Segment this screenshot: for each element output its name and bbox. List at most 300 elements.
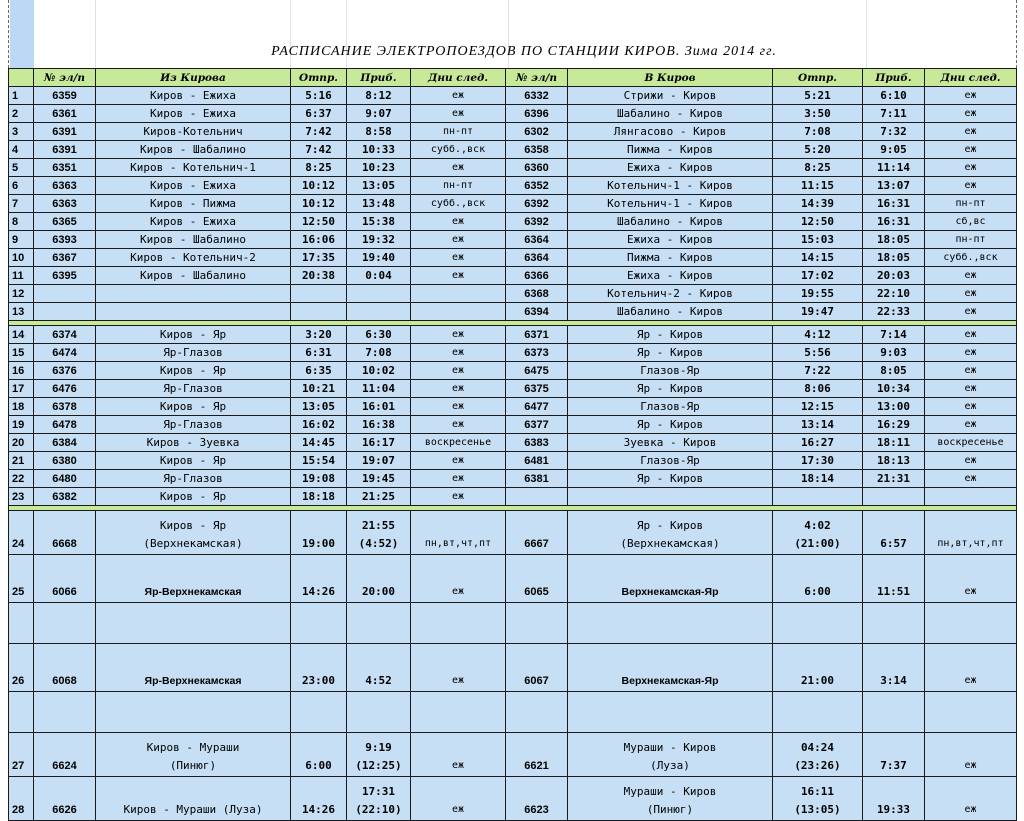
- arrival-time[interactable]: [347, 777, 411, 821]
- route-from-kirov[interactable]: [96, 123, 291, 141]
- route-from-kirov[interactable]: [96, 141, 291, 159]
- train-number[interactable]: [34, 398, 96, 416]
- arrival-time[interactable]: [347, 87, 411, 105]
- departure-time[interactable]: [291, 303, 347, 321]
- row-number[interactable]: [9, 452, 34, 470]
- row-number[interactable]: [9, 344, 34, 362]
- route-to-kirov[interactable]: [568, 733, 773, 777]
- arrival-time[interactable]: [347, 555, 411, 603]
- days[interactable]: [411, 303, 506, 321]
- days-2[interactable]: [925, 777, 1017, 821]
- row-number[interactable]: [9, 416, 34, 434]
- days-2[interactable]: [925, 692, 1017, 733]
- train-number-2[interactable]: [506, 398, 568, 416]
- train-number[interactable]: [34, 644, 96, 692]
- train-number[interactable]: [34, 470, 96, 488]
- days[interactable]: [411, 470, 506, 488]
- days[interactable]: [411, 733, 506, 777]
- arrival-time[interactable]: [347, 123, 411, 141]
- row-number[interactable]: [9, 644, 34, 692]
- arrival-time-2[interactable]: [863, 177, 925, 195]
- arrival-time[interactable]: [347, 344, 411, 362]
- route-to-kirov[interactable]: [568, 249, 773, 267]
- arrival-time[interactable]: [347, 141, 411, 159]
- row-number[interactable]: [9, 267, 34, 285]
- arrival-time-2[interactable]: [863, 398, 925, 416]
- days-2[interactable]: [925, 105, 1017, 123]
- route-to-kirov[interactable]: [568, 326, 773, 344]
- arrival-time[interactable]: [347, 303, 411, 321]
- departure-time[interactable]: [291, 380, 347, 398]
- route-to-kirov[interactable]: [568, 692, 773, 733]
- days[interactable]: [411, 195, 506, 213]
- train-number[interactable]: [34, 380, 96, 398]
- departure-time-2[interactable]: [773, 105, 863, 123]
- train-number[interactable]: [34, 249, 96, 267]
- train-number[interactable]: [34, 195, 96, 213]
- days-header[interactable]: Дни след.: [411, 69, 506, 87]
- arrival-time[interactable]: [347, 362, 411, 380]
- train-number-2[interactable]: [506, 285, 568, 303]
- departure-time[interactable]: [291, 267, 347, 285]
- days-2[interactable]: [925, 416, 1017, 434]
- arrive-header-2[interactable]: Приб.: [863, 69, 925, 87]
- route-to-kirov[interactable]: [568, 195, 773, 213]
- departure-time[interactable]: [291, 452, 347, 470]
- days[interactable]: [411, 488, 506, 506]
- departure-time[interactable]: [291, 398, 347, 416]
- arrival-time-2[interactable]: [863, 344, 925, 362]
- train-number-2[interactable]: [506, 231, 568, 249]
- arrival-time[interactable]: [347, 326, 411, 344]
- days-header-2[interactable]: Дни след.: [925, 69, 1017, 87]
- departure-time-2[interactable]: [773, 470, 863, 488]
- days[interactable]: [411, 603, 506, 644]
- departure-time-2[interactable]: [773, 603, 863, 644]
- route-from-kirov[interactable]: [96, 452, 291, 470]
- days[interactable]: [411, 692, 506, 733]
- train-number-2[interactable]: [506, 555, 568, 603]
- train-number[interactable]: [34, 416, 96, 434]
- row-number[interactable]: [9, 777, 34, 821]
- row-number[interactable]: [9, 555, 34, 603]
- route-from-kirov[interactable]: [96, 326, 291, 344]
- arrival-time-2[interactable]: [863, 87, 925, 105]
- route-to-kirov[interactable]: [568, 285, 773, 303]
- days-2[interactable]: [925, 141, 1017, 159]
- departure-time[interactable]: [291, 87, 347, 105]
- departure-time[interactable]: [291, 603, 347, 644]
- arrive-header[interactable]: Приб.: [347, 69, 411, 87]
- route-to-kirov[interactable]: [568, 434, 773, 452]
- row-number[interactable]: [9, 141, 34, 159]
- route-from-kirov[interactable]: [96, 195, 291, 213]
- route-to-kirov[interactable]: [568, 344, 773, 362]
- departure-time-2[interactable]: [773, 488, 863, 506]
- train-number[interactable]: [34, 511, 96, 555]
- depart-header-2[interactable]: Отпр.: [773, 69, 863, 87]
- train-number-2[interactable]: [506, 416, 568, 434]
- arrival-time-2[interactable]: [863, 488, 925, 506]
- row-number[interactable]: [9, 434, 34, 452]
- arrival-time[interactable]: [347, 692, 411, 733]
- arrival-time[interactable]: [347, 195, 411, 213]
- days-2[interactable]: [925, 285, 1017, 303]
- route-to-kirov[interactable]: [568, 87, 773, 105]
- arrival-time-2[interactable]: [863, 303, 925, 321]
- train-number-2[interactable]: [506, 213, 568, 231]
- days[interactable]: [411, 511, 506, 555]
- route-to-kirov[interactable]: [568, 398, 773, 416]
- train-number-2[interactable]: [506, 326, 568, 344]
- arrival-time-2[interactable]: [863, 511, 925, 555]
- departure-time[interactable]: [291, 123, 347, 141]
- arrival-time-2[interactable]: [863, 123, 925, 141]
- departure-time-2[interactable]: [773, 123, 863, 141]
- route-to-kirov[interactable]: [568, 644, 773, 692]
- train-number[interactable]: [34, 692, 96, 733]
- route-from-kirov[interactable]: [96, 470, 291, 488]
- days[interactable]: [411, 344, 506, 362]
- route-from-kirov[interactable]: [96, 603, 291, 644]
- route-to-kirov[interactable]: [568, 177, 773, 195]
- arrival-time-2[interactable]: [863, 267, 925, 285]
- days[interactable]: [411, 398, 506, 416]
- route-from-kirov[interactable]: [96, 398, 291, 416]
- departure-time[interactable]: [291, 416, 347, 434]
- arrival-time[interactable]: [347, 231, 411, 249]
- departure-time-2[interactable]: [773, 87, 863, 105]
- route-from-kirov[interactable]: [96, 555, 291, 603]
- row-number[interactable]: [9, 326, 34, 344]
- days[interactable]: [411, 213, 506, 231]
- train-number-2[interactable]: [506, 159, 568, 177]
- arrival-time-2[interactable]: [863, 692, 925, 733]
- train-number-2[interactable]: [506, 87, 568, 105]
- route-from-kirov[interactable]: [96, 416, 291, 434]
- route-to-kirov[interactable]: [568, 777, 773, 821]
- route-from-kirov[interactable]: [96, 434, 291, 452]
- departure-time-2[interactable]: [773, 380, 863, 398]
- route-from-kirov[interactable]: [96, 213, 291, 231]
- arrival-time[interactable]: [347, 470, 411, 488]
- train-number[interactable]: [34, 434, 96, 452]
- train-number[interactable]: [34, 452, 96, 470]
- departure-time-2[interactable]: [773, 285, 863, 303]
- departure-time-2[interactable]: [773, 692, 863, 733]
- days-2[interactable]: [925, 267, 1017, 285]
- days[interactable]: [411, 434, 506, 452]
- departure-time-2[interactable]: [773, 231, 863, 249]
- arrival-time-2[interactable]: [863, 434, 925, 452]
- departure-time-2[interactable]: [773, 267, 863, 285]
- train-number[interactable]: [34, 231, 96, 249]
- route-to-kirov[interactable]: [568, 511, 773, 555]
- days-2[interactable]: [925, 326, 1017, 344]
- days[interactable]: [411, 326, 506, 344]
- route-to-kirov[interactable]: [568, 303, 773, 321]
- route-from-kirov[interactable]: [96, 159, 291, 177]
- train-number-2[interactable]: [506, 470, 568, 488]
- train-number[interactable]: [34, 777, 96, 821]
- arrival-time-2[interactable]: [863, 555, 925, 603]
- route-to-kirov[interactable]: [568, 213, 773, 231]
- train-number-2[interactable]: [506, 249, 568, 267]
- arrival-time-2[interactable]: [863, 249, 925, 267]
- depart-header[interactable]: Отпр.: [291, 69, 347, 87]
- departure-time-2[interactable]: [773, 644, 863, 692]
- arrival-time[interactable]: [347, 644, 411, 692]
- arrival-time[interactable]: [347, 177, 411, 195]
- arrival-time[interactable]: [347, 488, 411, 506]
- train-number-2[interactable]: [506, 603, 568, 644]
- days-2[interactable]: [925, 398, 1017, 416]
- days-2[interactable]: [925, 231, 1017, 249]
- days-2[interactable]: [925, 159, 1017, 177]
- arrival-time[interactable]: [347, 380, 411, 398]
- departure-time[interactable]: [291, 511, 347, 555]
- arrival-time[interactable]: [347, 105, 411, 123]
- arrival-time-2[interactable]: [863, 231, 925, 249]
- route-from-kirov[interactable]: [96, 105, 291, 123]
- train-number[interactable]: [34, 105, 96, 123]
- row-number[interactable]: [9, 87, 34, 105]
- train-number-2[interactable]: [506, 511, 568, 555]
- departure-time[interactable]: [291, 733, 347, 777]
- departure-time-2[interactable]: [773, 344, 863, 362]
- route-from-kirov[interactable]: [96, 777, 291, 821]
- arrival-time-2[interactable]: [863, 777, 925, 821]
- days-2[interactable]: [925, 555, 1017, 603]
- train-number[interactable]: [34, 141, 96, 159]
- days[interactable]: [411, 452, 506, 470]
- departure-time[interactable]: [291, 488, 347, 506]
- arrival-time[interactable]: [347, 511, 411, 555]
- train-number-2[interactable]: [506, 344, 568, 362]
- departure-time-2[interactable]: [773, 511, 863, 555]
- departure-time-2[interactable]: [773, 555, 863, 603]
- row-num-header[interactable]: [9, 69, 34, 87]
- train-number[interactable]: [34, 344, 96, 362]
- days[interactable]: [411, 177, 506, 195]
- arrival-time[interactable]: [347, 159, 411, 177]
- days-2[interactable]: [925, 177, 1017, 195]
- departure-time-2[interactable]: [773, 249, 863, 267]
- train-number[interactable]: [34, 213, 96, 231]
- train-number-2[interactable]: [506, 692, 568, 733]
- arrival-time-2[interactable]: [863, 452, 925, 470]
- days-2[interactable]: [925, 380, 1017, 398]
- arrival-time[interactable]: [347, 267, 411, 285]
- route-to-kirov[interactable]: [568, 603, 773, 644]
- days[interactable]: [411, 123, 506, 141]
- departure-time-2[interactable]: [773, 326, 863, 344]
- train-number[interactable]: [34, 159, 96, 177]
- arrival-time[interactable]: [347, 285, 411, 303]
- train-number-header[interactable]: № эл/п: [34, 69, 96, 87]
- days-2[interactable]: [925, 213, 1017, 231]
- train-number[interactable]: [34, 285, 96, 303]
- route-from-kirov[interactable]: [96, 692, 291, 733]
- departure-time[interactable]: [291, 249, 347, 267]
- departure-time-2[interactable]: [773, 398, 863, 416]
- departure-time[interactable]: [291, 434, 347, 452]
- departure-time[interactable]: [291, 195, 347, 213]
- arrival-time[interactable]: [347, 249, 411, 267]
- departure-time[interactable]: [291, 177, 347, 195]
- arrival-time-2[interactable]: [863, 141, 925, 159]
- arrival-time-2[interactable]: [863, 644, 925, 692]
- row-number[interactable]: [9, 511, 34, 555]
- route-from-kirov[interactable]: [96, 733, 291, 777]
- departure-time-2[interactable]: [773, 141, 863, 159]
- row-number[interactable]: [9, 249, 34, 267]
- route-from-kirov[interactable]: [96, 511, 291, 555]
- row-number[interactable]: [9, 692, 34, 733]
- departure-time[interactable]: [291, 141, 347, 159]
- row-number[interactable]: [9, 195, 34, 213]
- departure-time-2[interactable]: [773, 416, 863, 434]
- departure-time-2[interactable]: [773, 434, 863, 452]
- departure-time-2[interactable]: [773, 159, 863, 177]
- arrival-time[interactable]: [347, 434, 411, 452]
- train-number-2[interactable]: [506, 267, 568, 285]
- days[interactable]: [411, 267, 506, 285]
- route-to-kirov[interactable]: [568, 267, 773, 285]
- departure-time[interactable]: [291, 644, 347, 692]
- route-from-kirov[interactable]: [96, 380, 291, 398]
- row-number[interactable]: [9, 380, 34, 398]
- row-number[interactable]: [9, 105, 34, 123]
- train-number-2[interactable]: [506, 105, 568, 123]
- from-kirov-header[interactable]: Из Кирова: [96, 69, 291, 87]
- departure-time[interactable]: [291, 159, 347, 177]
- departure-time[interactable]: [291, 285, 347, 303]
- departure-time-2[interactable]: [773, 452, 863, 470]
- train-number-2[interactable]: [506, 434, 568, 452]
- train-number-2[interactable]: [506, 733, 568, 777]
- route-from-kirov[interactable]: [96, 344, 291, 362]
- days[interactable]: [411, 555, 506, 603]
- route-from-kirov[interactable]: [96, 267, 291, 285]
- row-number[interactable]: [9, 398, 34, 416]
- days[interactable]: [411, 159, 506, 177]
- departure-time[interactable]: [291, 777, 347, 821]
- train-number-2[interactable]: [506, 452, 568, 470]
- row-number[interactable]: [9, 362, 34, 380]
- arrival-time[interactable]: [347, 213, 411, 231]
- route-from-kirov[interactable]: [96, 87, 291, 105]
- days[interactable]: [411, 644, 506, 692]
- arrival-time-2[interactable]: [863, 380, 925, 398]
- departure-time[interactable]: [291, 326, 347, 344]
- days[interactable]: [411, 141, 506, 159]
- arrival-time[interactable]: [347, 733, 411, 777]
- route-to-kirov[interactable]: [568, 141, 773, 159]
- departure-time-2[interactable]: [773, 733, 863, 777]
- departure-time-2[interactable]: [773, 777, 863, 821]
- route-to-kirov[interactable]: [568, 105, 773, 123]
- departure-time[interactable]: [291, 692, 347, 733]
- arrival-time-2[interactable]: [863, 362, 925, 380]
- days-2[interactable]: [925, 603, 1017, 644]
- row-number[interactable]: [9, 231, 34, 249]
- row-number[interactable]: [9, 488, 34, 506]
- route-to-kirov[interactable]: [568, 380, 773, 398]
- train-number-2[interactable]: [506, 777, 568, 821]
- train-number[interactable]: [34, 555, 96, 603]
- days-2[interactable]: [925, 87, 1017, 105]
- days-2[interactable]: [925, 249, 1017, 267]
- days-2[interactable]: [925, 488, 1017, 506]
- arrival-time-2[interactable]: [863, 603, 925, 644]
- arrival-time[interactable]: [347, 398, 411, 416]
- row-number[interactable]: [9, 303, 34, 321]
- departure-time-2[interactable]: [773, 195, 863, 213]
- arrival-time-2[interactable]: [863, 105, 925, 123]
- arrival-time[interactable]: [347, 416, 411, 434]
- train-number[interactable]: [34, 603, 96, 644]
- route-from-kirov[interactable]: [96, 177, 291, 195]
- route-to-kirov[interactable]: [568, 123, 773, 141]
- train-number-2[interactable]: [506, 380, 568, 398]
- departure-time[interactable]: [291, 362, 347, 380]
- arrival-time[interactable]: [347, 603, 411, 644]
- train-number-2[interactable]: [506, 303, 568, 321]
- train-number-2[interactable]: [506, 123, 568, 141]
- arrival-time-2[interactable]: [863, 213, 925, 231]
- days[interactable]: [411, 777, 506, 821]
- days-2[interactable]: [925, 511, 1017, 555]
- route-to-kirov[interactable]: [568, 362, 773, 380]
- days-2[interactable]: [925, 733, 1017, 777]
- departure-time[interactable]: [291, 231, 347, 249]
- route-to-kirov[interactable]: [568, 470, 773, 488]
- route-to-kirov[interactable]: [568, 488, 773, 506]
- days-2[interactable]: [925, 303, 1017, 321]
- train-number[interactable]: [34, 87, 96, 105]
- route-from-kirov[interactable]: [96, 644, 291, 692]
- days[interactable]: [411, 416, 506, 434]
- days-2[interactable]: [925, 344, 1017, 362]
- route-to-kirov[interactable]: [568, 159, 773, 177]
- days-2[interactable]: [925, 470, 1017, 488]
- route-from-kirov[interactable]: [96, 488, 291, 506]
- row-number[interactable]: [9, 733, 34, 777]
- train-number[interactable]: [34, 362, 96, 380]
- train-number[interactable]: [34, 123, 96, 141]
- days-2[interactable]: [925, 452, 1017, 470]
- arrival-time-2[interactable]: [863, 416, 925, 434]
- route-from-kirov[interactable]: [96, 362, 291, 380]
- departure-time[interactable]: [291, 213, 347, 231]
- train-number[interactable]: [34, 733, 96, 777]
- train-number-2[interactable]: [506, 195, 568, 213]
- to-kirov-header[interactable]: В Киров: [568, 69, 773, 87]
- arrival-time-2[interactable]: [863, 159, 925, 177]
- days[interactable]: [411, 362, 506, 380]
- days-2[interactable]: [925, 434, 1017, 452]
- days-2[interactable]: [925, 644, 1017, 692]
- days-2[interactable]: [925, 362, 1017, 380]
- train-number[interactable]: [34, 267, 96, 285]
- arrival-time[interactable]: [347, 452, 411, 470]
- route-to-kirov[interactable]: [568, 231, 773, 249]
- arrival-time-2[interactable]: [863, 195, 925, 213]
- arrival-time-2[interactable]: [863, 285, 925, 303]
- row-number[interactable]: [9, 285, 34, 303]
- route-from-kirov[interactable]: [96, 285, 291, 303]
